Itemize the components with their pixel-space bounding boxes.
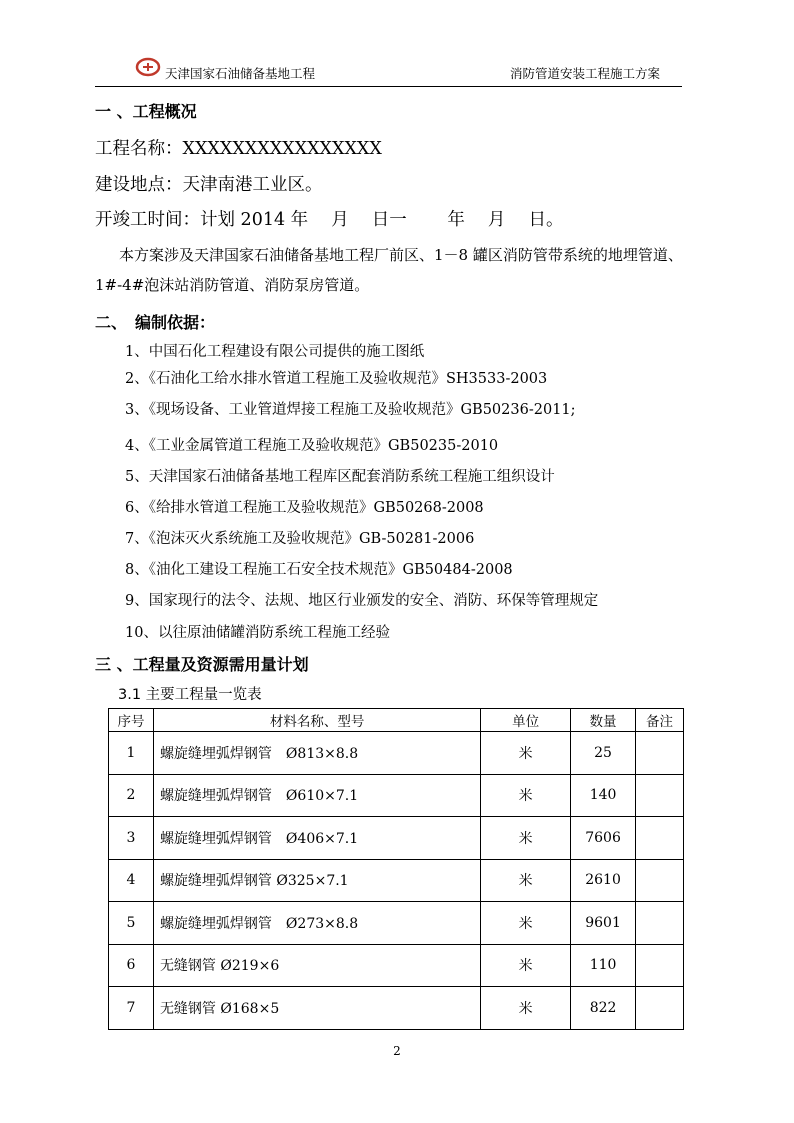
note	[636, 902, 684, 945]
material-name: 螺旋缝埋弧焊钢管 Ø610×7.1	[153, 774, 480, 817]
column-header: 序号	[109, 709, 154, 732]
quantity: 7606	[571, 817, 636, 860]
quantity-table	[108, 708, 684, 1030]
project-name: 工程名称：XXXXXXXXXXXXXXXX	[95, 139, 382, 159]
table-row	[109, 944, 684, 987]
material-name: 无缝钢管 Ø219×6	[153, 944, 480, 987]
note	[636, 944, 684, 987]
note	[636, 732, 684, 775]
unit: 米	[481, 774, 571, 817]
column-header: 数量	[571, 709, 636, 732]
header-document-title: 消防管道安装工程施工方案	[509, 66, 660, 81]
section-1-heading: 一 、工程概况	[95, 102, 197, 121]
unit: 米	[481, 987, 571, 1030]
section-3-heading: 三 、工程量及资源需用量计划	[95, 655, 309, 674]
material-name: 螺旋缝埋弧焊钢管 Ø325×7.1	[153, 859, 480, 902]
project-location: 建设地点：天津南港工业区。	[95, 175, 323, 195]
section-2-heading: 二、 编制依据：	[95, 313, 216, 332]
table-row	[109, 859, 684, 902]
material-name: 螺旋缝埋弧焊钢管 Ø273×8.8	[153, 902, 480, 945]
unit: 米	[481, 817, 571, 860]
company-logo-icon	[135, 56, 161, 78]
note	[636, 987, 684, 1030]
page-header	[95, 54, 682, 87]
note	[636, 817, 684, 860]
row-number: 2	[109, 774, 154, 817]
unit: 米	[481, 944, 571, 987]
unit: 米	[481, 859, 571, 902]
reference-item: 1、中国石化工程建设有限公司提供的施工图纸	[125, 344, 425, 360]
table-row	[109, 732, 684, 775]
project-description: 本方案涉及天津国家石油储备基地工程厂前区、1－8 罐区消防管带系统的地埋管道、1#-4#泡沫站消防管道、消防泵房管道。	[95, 246, 683, 294]
unit: 米	[481, 902, 571, 945]
row-number: 7	[109, 987, 154, 1030]
table-header-row	[109, 709, 684, 732]
column-header: 材料名称、型号	[153, 709, 480, 732]
material-name: 无缝钢管 Ø168×5	[153, 987, 480, 1030]
table-row	[109, 817, 684, 860]
row-number: 5	[109, 902, 154, 945]
reference-item: 3、《现场设备、工业管道焊接工程施工及验收规范》GB50236-2011;	[125, 402, 576, 418]
header-project-title: 天津国家石油储备基地工程	[165, 66, 316, 81]
page-number: 2	[393, 1044, 401, 1058]
reference-item: 9、国家现行的法令、法规、地区行业颁发的安全、消防、环保等管理规定	[125, 593, 599, 609]
material-name: 螺旋缝埋弧焊钢管 Ø406×7.1	[153, 817, 480, 860]
reference-item: 8、《油化工建设工程施工石安全技术规范》GB50484-2008	[125, 562, 513, 578]
quantity: 110	[571, 944, 636, 987]
row-number: 4	[109, 859, 154, 902]
quantity: 140	[571, 774, 636, 817]
table-row	[109, 902, 684, 945]
note	[636, 859, 684, 902]
column-header: 备注	[636, 709, 684, 732]
column-header: 单位	[481, 709, 571, 732]
reference-item: 7、《泡沫灭火系统施工及验收规范》GB-50281-2006	[125, 531, 475, 547]
row-number: 1	[109, 732, 154, 775]
row-number: 3	[109, 817, 154, 860]
project-schedule: 开竣工时间：计划 2014 年 月 日一 年 月 日。	[95, 210, 564, 230]
reference-item: 4、《工业金属管道工程施工及验收规范》GB50235-2010	[125, 438, 499, 454]
reference-item: 10、以往原油储罐消防系统工程施工经验	[125, 625, 390, 641]
table-row	[109, 774, 684, 817]
quantity: 822	[571, 987, 636, 1030]
reference-item: 5、天津国家石油储备基地工程库区配套消防系统工程施工组织设计	[125, 469, 555, 485]
quantity: 9601	[571, 902, 636, 945]
reference-item: 6、《给排水管道工程施工及验收规范》GB50268-2008	[125, 500, 484, 516]
row-number: 6	[109, 944, 154, 987]
quantity: 2610	[571, 859, 636, 902]
unit: 米	[481, 732, 571, 775]
table-title: 3.1 主要工程量一览表	[118, 687, 262, 703]
table-row	[109, 987, 684, 1030]
quantity: 25	[571, 732, 636, 775]
reference-item: 2、《石油化工给水排水管道工程施工及验收规范》SH3533-2003	[125, 371, 548, 387]
material-name: 螺旋缝埋弧焊钢管 Ø813×8.8	[153, 732, 480, 775]
note	[636, 774, 684, 817]
